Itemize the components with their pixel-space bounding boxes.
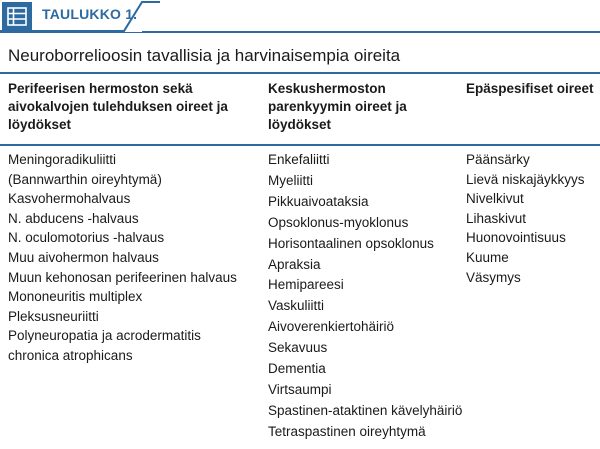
column-header-line: parenkyymin oireet ja [268, 99, 407, 114]
list-item: Päänsärky [466, 152, 530, 167]
list-item: N. abducens -halvaus [8, 210, 139, 226]
list-item: Väsymys [466, 269, 521, 285]
table-icon [0, 0, 34, 34]
list-item: chronica atrophicans [8, 347, 133, 363]
column-header-line: Epäspesifiset oireet [466, 81, 594, 96]
column-header-central [268, 80, 458, 134]
list-item: Kasvohermohalvaus [8, 191, 131, 207]
list-item: Polyneuropatia ja acrodermatitis [8, 328, 201, 344]
table-title: Neuroborrelioosin tavallisia ja harvinaisempia oireita [8, 46, 401, 65]
list-item: Pleksusneuriitti [8, 308, 99, 324]
list-item: Pikkuaivoataksia [268, 193, 369, 209]
table-number-label: TAULUKKO 1. [42, 6, 138, 22]
list-item: Virtsaumpi [268, 381, 332, 397]
list-item: Spastinen-ataktinen kävelyhäiriö [268, 402, 463, 418]
list-item: Lihaskivut [466, 210, 527, 226]
column-header-nonspecific [466, 80, 596, 98]
header-rule-bottom [0, 144, 600, 146]
list-item: Nivelkivut [466, 191, 524, 207]
peripheral-symptom-list [8, 150, 253, 366]
central-symptom-list [268, 150, 463, 443]
column-header-line: Perifeerisen hermoston sekä [8, 81, 193, 96]
list-item: Vaskuliitti [268, 298, 325, 314]
list-item: (Bannwarthin oireyhtymä) [8, 171, 162, 187]
list-item: Enkefaliitti [268, 152, 330, 167]
list-item: Lievä niskajäykkyys [466, 171, 585, 187]
column-header-line: löydökset [268, 117, 332, 132]
column-header-line: löydökset [8, 117, 72, 132]
list-item: Aivoverenkiertohäiriö [268, 319, 395, 335]
header-rule-top [0, 72, 600, 74]
column-header-line: Keskushermoston [268, 81, 386, 96]
column-header-peripheral [8, 80, 253, 134]
list-item: Tetraspastinen oireyhtymä [268, 423, 426, 439]
list-item: Hemipareesi [268, 277, 344, 293]
list-item: Muun kehonosan perifeerinen halvaus [8, 269, 237, 285]
list-item: Kuume [466, 249, 509, 265]
list-item: Sekavuus [268, 340, 328, 356]
column-header-line: aivokalvojen tulehduksen oireet ja [8, 99, 228, 114]
list-item: Horisontaalinen opsoklonus [268, 235, 434, 251]
list-item: Opsoklonus-myoklonus [268, 214, 409, 230]
list-item: Apraksia [268, 256, 321, 272]
list-item: Myeliitti [268, 172, 314, 188]
list-item: Huonovointisuus [466, 230, 566, 246]
table-tag-bar [0, 0, 600, 32]
list-item: N. oculomotorius -halvaus [8, 230, 165, 246]
list-item: Mononeuritis multiplex [8, 289, 143, 305]
list-item: Dementia [268, 361, 326, 377]
nonspecific-symptom-list [466, 150, 596, 287]
list-item: Meningoradikuliitti [8, 152, 117, 167]
list-item: Muu aivohermon halvaus [8, 249, 159, 265]
